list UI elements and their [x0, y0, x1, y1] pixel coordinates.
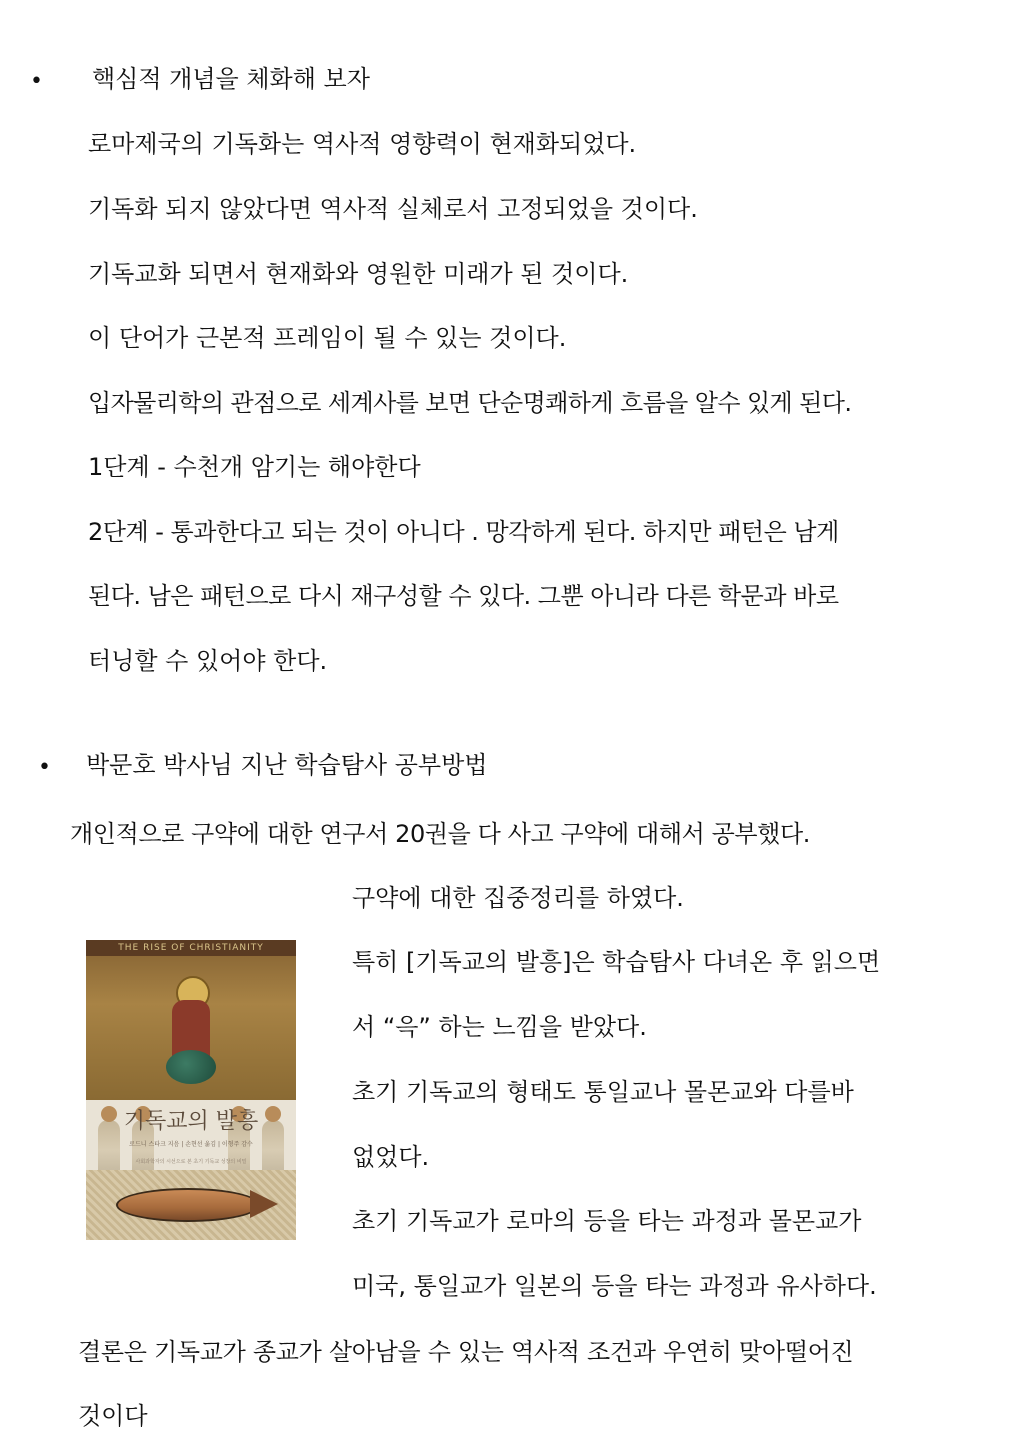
book-cover-image: [86, 940, 296, 1240]
section2-side-line: 특히 [기독교의 발흥]은 학습탐사 다녀온 후 읽으면: [352, 948, 881, 976]
book-title: 기독교의 발흥: [123, 1109, 259, 1134]
section2-side-line: 초기 기독교가 로마의 등을 타는 과정과 몰몬교가: [352, 1207, 862, 1235]
section2-side-line: 구약에 대한 집중정리를 하였다.: [352, 884, 684, 912]
section1-line: 기독화 되지 않았다면 역사적 실체로서 고정되었을 것이다.: [88, 195, 698, 223]
section1-line: 기독교화 되면서 현재화와 영원한 미래가 된 것이다.: [88, 260, 629, 288]
bullet-2: •: [38, 755, 51, 780]
section1-heading: 핵심적 개념을 체화해 보자: [92, 65, 370, 93]
section2-side-line: 없었다.: [352, 1143, 430, 1171]
conclusion-line: 것이다: [78, 1402, 148, 1430]
conclusion-line: 결론은 기독교가 종교가 살아남을 수 있는 역사적 조건과 우연히 맞아떨어진: [78, 1338, 854, 1366]
fish-tail: [250, 1190, 278, 1218]
section2-side-line: 초기 기독교의 형태도 통일교나 몰몬교와 다를바: [352, 1078, 854, 1106]
section2-side-line: 서 “윽” 하는 느낌을 받았다.: [352, 1013, 647, 1041]
section2-heading: 박문호 박사님 지난 학습탐사 공부방법: [86, 751, 488, 779]
section1-line: 이 단어가 근본적 프레임이 될 수 있는 것이다.: [88, 324, 567, 352]
section1-line: 된다. 남은 패턴으로 다시 재구성할 수 있다. 그뿐 아니라 다른 학문과 바로: [88, 582, 839, 610]
fish-icon: [116, 1188, 260, 1222]
christ-figure: [168, 976, 214, 1086]
section1-line: 2단계 - 통과한다고 되는 것이 아니다 . 망각하게 된다. 하지만 패턴은 남게: [88, 518, 839, 546]
section1-line: 터닝할 수 있어야 한다.: [88, 647, 328, 675]
section1-line: 로마제국의 기독화는 역사적 영향력이 현재화되었다.: [88, 130, 637, 158]
book-tagline: 사회과학자의 시선으로 본 초기 기독교 성장의 비밀: [135, 1159, 247, 1165]
section1-line: 입자물리학의 관점으로 세계사를 보면 단순명쾌하게 흐름을 알수 있게 된다.: [88, 389, 852, 417]
section2-intro: 개인적으로 구약에 대한 연구서 20권을 다 사고 구약에 대해서 공부했다.: [70, 820, 810, 848]
book-band-text: THE RISE OF CHRISTIANITY: [86, 940, 296, 956]
bullet-1: •: [30, 69, 43, 94]
section1-line: 1단계 - 수천개 암기는 해야한다: [88, 453, 421, 481]
section2-side-line: 미국, 통일교가 일본의 등을 타는 과정과 유사하다.: [352, 1272, 877, 1300]
book-authors: 로드니 스타크 지음 | 손현선 옮김 | 이형주 감수: [129, 1141, 253, 1148]
